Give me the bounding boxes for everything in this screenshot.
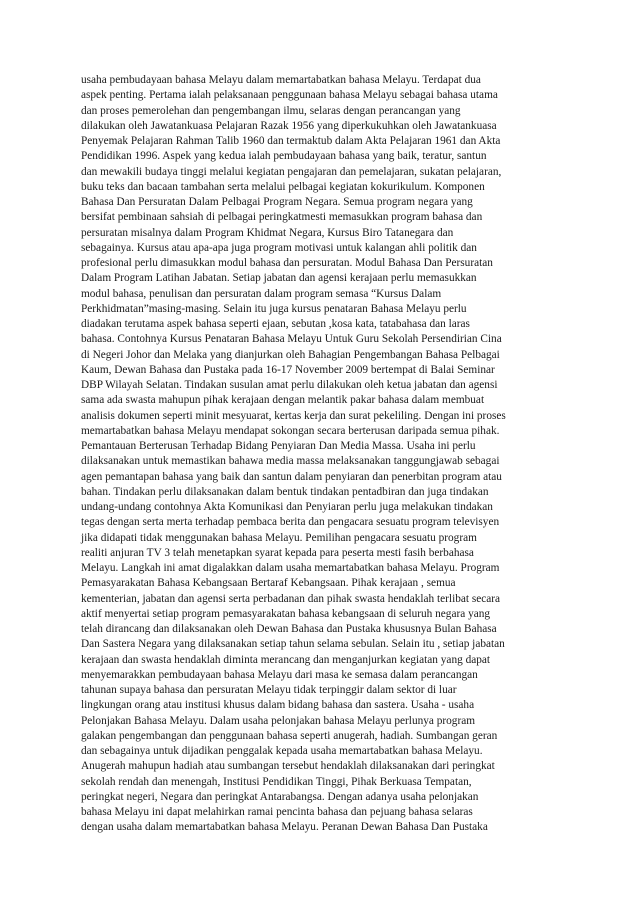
text-line: dilakukan oleh Jawatankuasa Pelajaran Razak 1956 yang diperkukuhkan oleh Jawatankuasa [81, 119, 497, 132]
text-line: sekolah rendah dan menengah, Institusi Pendidikan Tinggi, Pihak Berkuasa Tempatan, [81, 775, 472, 788]
text-line: kementerian, jabatan dan agensi serta perbadanan dan pihak swasta hendaklah terlibat secara [81, 592, 501, 605]
text-line: memartabatkan bahasa Melayu mendapat sokongan secara berterusan daripada semua pihak. [81, 424, 500, 437]
text-line: telah dirancang dan dilaksanakan oleh Dewan Bahasa dan Pustaka khususnya Bulan Bahasa [81, 623, 497, 635]
text-line: Perkhidmatan”masing-masing. Selain itu juga kursus penataran Bahasa Melayu perlu [81, 302, 467, 315]
text-line: aktif menyertai setiap program pemasyarakatan bahasa kebangsaan di seluruh negara yang [81, 607, 491, 620]
text-line: menyemarakkan pembudayaan bahasa Melayu dari masa ke semasa dalam perancangan [81, 668, 478, 681]
text-line: dilaksanakan untuk memastikan bahawa media massa melaksanakan tanggungjawab sebagai [81, 455, 500, 468]
text-line: jika didapati tidak menggunakan bahasa Melayu. Pemilihan pengacara sesuatu program [81, 531, 477, 544]
text-line: Melayu. Langkah ini amat digalakkan dalam usaha memartabatkan bahasa Melayu. Program [81, 562, 500, 574]
text-line: bahasa Melayu ini dapat melahirkan ramai pencinta bahasa dan pejuang bahasa selaras [81, 806, 473, 818]
text-line: dan sebagainya untuk dijadikan penggalak kepada usaha memartabatkan bahasa Melayu. [81, 745, 483, 757]
text-line: Anugerah mahupun hadiah atau sumbangan tersebut hendaklah dilaksanakan dari peringkat [81, 760, 495, 773]
text-line: DBP Wilayah Selatan. Tindakan susulan amat perlu dilakukan oleh ketua jabatan dan agensi [81, 379, 498, 391]
text-line: Pelonjakan Bahasa Melayu. Dalam usaha pelonjakan bahasa Melayu perlunya program [81, 714, 476, 727]
text-line: profesional perlu dimasukkan modul bahasa dan persuratan. Modul Bahasa Dan Persuratan [81, 257, 493, 269]
text-line: undang-undang contohnya Akta Komunikasi dan Penyiaran perlu juga melakukan tindakan [81, 501, 493, 513]
text-line: bersifat pembinaan sahsiah di pelbagai peringkatmesti memasukkan program bahasa dan [81, 211, 483, 224]
text-line: dan mewakili budaya tinggi melalui kegiatan pengajaran dan pemelajaran, sukatan pelajaran, [81, 165, 502, 178]
text-line: Kaum, Dewan Bahasa dan Pustaka pada 16-17 November 2009 bertempat di Balai Seminar [81, 363, 495, 376]
text-line: realiti anjuran TV 3 telah menetapkan syarat kepada para peserta mesti fasih berbahasa [81, 546, 474, 559]
text-line: Bahasa Dan Persuratan Dalam Pelbagai Program Negara. Semua program negara yang [81, 196, 473, 208]
text-line: usaha pembudayaan bahasa Melayu dalam memartabatkan bahasa Melayu. Terdapat dua [81, 74, 481, 86]
text-line: Dalam Program Latihan Jabatan. Setiap jabatan dan agensi kerajaan perlu memasukkan [81, 272, 477, 285]
text-line: Dan Sastera Negara yang dilaksanakan setiap tahun selama sebulan. Selain itu , setiap jabatan [81, 638, 505, 651]
text-line: Penyemak Pelajaran Rahman Talib 1960 dan termaktub dalam Akta Pelajaran 1961 dan Akta [81, 135, 501, 147]
text-line: agen pemantapan bahasa yang baik dan santun dalam penyiaran dan penerbitan program atau [81, 470, 502, 483]
text-line: modul bahasa, penulisan dan persuratan dalam program semasa “Kursus Dalam [81, 287, 442, 300]
text-line: di Negeri Johor dan Melaka yang dianjurkan oleh Bahagian Pengembangan Bahasa Pelbagai [81, 348, 500, 361]
text-line: Pendidikan 1996. Aspek yang kedua ialah pembudayaan bahasa yang baik, teratur, santun [81, 150, 487, 163]
text-line: analisis dokumen seperti minit mesyuarat, kertas kerja dan surat pekeliling. Dengan ini proses [81, 409, 506, 422]
text-line: bahan. Tindakan perlu dilaksanakan dalam bentuk tindakan pentadbiran dan juga tindakan [81, 485, 489, 498]
text-line: sebagainya. Kursus atau apa-apa juga program motivasi untuk kalangan ahli politik dan [81, 241, 477, 254]
text-line: tahunan supaya bahasa dan persuratan Melayu tidak terpinggir dalam sektor di luar [81, 684, 457, 696]
text-line: kerajaan dan swasta hendaklah diminta merancang dan menganjurkan kegiatan yang dapat [81, 653, 491, 666]
text-line: dan proses pemerolehan dan pengembangan ilmu, selaras dengan perancangan yang [81, 104, 461, 117]
text-line: bahasa. Contohnya Kursus Penataran Bahasa Melayu Untuk Guru Sekolah Persendirian Cina [81, 333, 502, 346]
text-line: buku teks dan bacaan tambahan serta melalui pelbagai kegiatan kokurikulum. Komponen [81, 180, 485, 193]
text-line: tegas dengan serta merta terhadap pembaca berita dan pengacara sesuatu program televisyen [81, 516, 500, 529]
text-line: aspek penting. Pertama ialah pelaksanaan penggunaan bahasa Melayu sebagai bahasa utama [81, 89, 498, 102]
body-text [81, 73, 561, 836]
text-line: dengan usaha dalam memartabatkan bahasa Melayu. Peranan Dewan Bahasa Dan Pustaka [81, 821, 488, 834]
text-line: Pemantauan Berterusan Terhadap Bidang Penyiaran Dan Media Massa. Usaha ini perlu [81, 440, 476, 452]
text-line: galakan pengembangan dan penggunaan bahasa seperti anugerah, hadiah. Sumbangan geran [81, 729, 498, 742]
text-line: diadakan terutama aspek bahasa seperti ejaan, sebutan ,kosa kata, tatabahasa dan laras [81, 318, 470, 330]
text-line: peringkat negeri, Negara dan peringkat Antarabangsa. Dengan adanya usaha pelonjakan [81, 790, 479, 803]
text-line: Pemasyarakatan Bahasa Kebangsaan Bertaraf Kebangsaan. Pihak kerajaan , semua [81, 577, 456, 590]
text-line: lingkungan orang atau institusi khusus dalam bidang bahasa dan sastera. Usaha - usaha [81, 699, 475, 712]
text-line: persuratan misalnya dalam Program Khidmat Negara, Kursus Biro Tatanegara dan [81, 226, 454, 239]
text-line: sama ada swasta mahupun pihak kerajaan dengan melantik pakar bahasa dalam membuat [81, 394, 485, 407]
